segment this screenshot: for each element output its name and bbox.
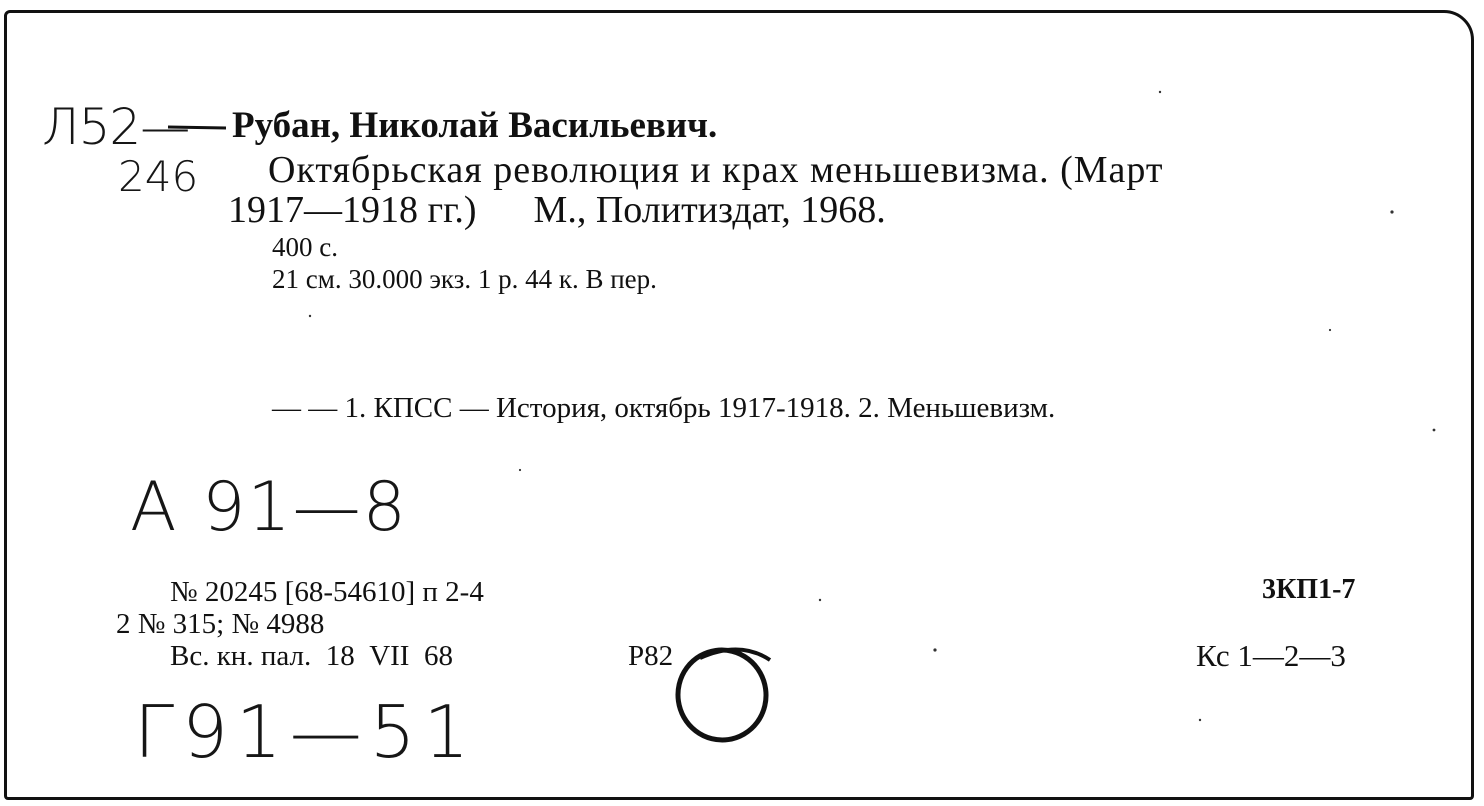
code-right-2: Кс 1—2—3	[1196, 638, 1346, 673]
author-heading: Рубан, Николай Васильевич.	[232, 105, 718, 146]
pages-count: 400 с.	[272, 232, 338, 262]
title-line-1: Октябрьская революция и крах меньшевизма. (Март	[268, 149, 1164, 191]
handwritten-call-number-2: 246	[118, 152, 199, 201]
registry-code: Р82	[628, 640, 674, 672]
author-dash-stroke	[168, 127, 226, 128]
handwritten-classification-g: Г91—51	[134, 690, 478, 774]
hand-drawn-circle-mark	[672, 644, 772, 745]
record-copies: 2 № 315; № 4988	[116, 608, 325, 640]
speckles	[309, 91, 1436, 721]
physical-description: 21 см. 30.000 экз. 1 р. 44 к. В пер.	[272, 264, 657, 294]
code-right-1: 3КП1-7	[1262, 574, 1356, 605]
record-number: № 20245 [68-54610] п 2-4	[170, 576, 484, 608]
handwritten-call-number: Л52—	[42, 98, 190, 156]
title-line-2: 1917—1918 гг.) М., Политиздат, 1968.	[228, 189, 886, 231]
subject-tracings: — — 1. КПСС — История, октябрь 1917-1918. 2. Меньшевизм.	[272, 392, 1056, 424]
registry-line: Вс. кн. пал. 18 VII 68	[170, 640, 453, 672]
handwritten-classification-a: A 91—8	[130, 468, 408, 547]
